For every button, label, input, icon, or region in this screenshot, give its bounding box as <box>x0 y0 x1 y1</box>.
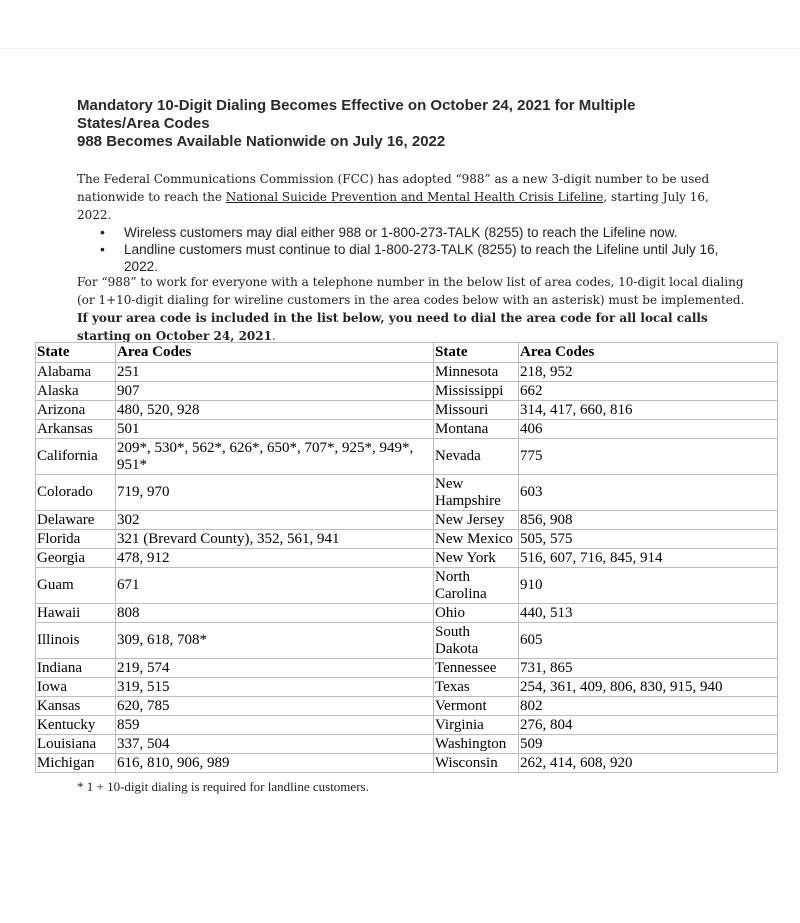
area-codes-cell: 262, 414, 608, 920 <box>519 754 778 773</box>
area-codes-cell: 775 <box>519 439 778 475</box>
area-codes-cell: 480, 520, 928 <box>116 401 434 420</box>
state-cell: Kansas <box>36 697 116 716</box>
state-cell: Alaska <box>36 382 116 401</box>
state-cell: South Dakota <box>434 623 519 659</box>
table-row <box>36 735 778 754</box>
area-codes-cell: 337, 504 <box>116 735 434 754</box>
heading-title: Mandatory 10-Digit Dialing Becomes Effective on October 24, 2021 for Multiple States/Area Codes <box>77 97 636 132</box>
area-codes-cell: 859 <box>116 716 434 735</box>
area-codes-cell: 319, 515 <box>116 678 434 697</box>
header-codes-left: Area Codes <box>116 343 434 363</box>
area-codes-cell: 731, 865 <box>519 659 778 678</box>
state-cell: California <box>36 439 116 475</box>
table-body <box>36 363 778 773</box>
area-codes-cell: 907 <box>116 382 434 401</box>
table-row <box>36 604 778 623</box>
state-cell: Arizona <box>36 401 116 420</box>
state-cell: New Hampshire <box>434 475 519 511</box>
state-cell: Indiana <box>36 659 116 678</box>
page-top-divider <box>0 48 800 49</box>
table-row <box>36 623 778 659</box>
state-cell: Delaware <box>36 511 116 530</box>
table-row <box>36 697 778 716</box>
area-codes-cell: 620, 785 <box>116 697 434 716</box>
area-codes-table <box>35 342 778 773</box>
header-state-right: State <box>434 343 519 363</box>
intro-paragraph <box>77 170 737 224</box>
area-codes-cell: 671 <box>116 568 434 604</box>
area-codes-cell: 910 <box>519 568 778 604</box>
area-codes-cell: 218, 952 <box>519 363 778 382</box>
area-codes-cell: 662 <box>519 382 778 401</box>
table-row <box>36 475 778 511</box>
table-row <box>36 511 778 530</box>
table-row <box>36 659 778 678</box>
area-codes-cell: 254, 361, 409, 806, 830, 915, 940 <box>519 678 778 697</box>
area-codes-cell: 314, 417, 660, 816 <box>519 401 778 420</box>
state-cell: Arkansas <box>36 420 116 439</box>
area-codes-cell: 616, 810, 906, 989 <box>116 754 434 773</box>
state-cell: Texas <box>434 678 519 697</box>
table-row <box>36 420 778 439</box>
table-row <box>36 568 778 604</box>
state-cell: Ohio <box>434 604 519 623</box>
heading-subtitle: 988 Becomes Available Nationwide on July 16, 2022 <box>77 133 446 150</box>
area-codes-cell: 603 <box>519 475 778 511</box>
area-codes-cell: 856, 908 <box>519 511 778 530</box>
area-codes-cell: 516, 607, 716, 845, 914 <box>519 549 778 568</box>
area-codes-cell: 276, 804 <box>519 716 778 735</box>
state-cell: Hawaii <box>36 604 116 623</box>
table-row <box>36 549 778 568</box>
state-cell: North Carolina <box>434 568 519 604</box>
intro-text-after: , starting July 16, 2022. <box>77 190 709 222</box>
state-cell: Mississippi <box>434 382 519 401</box>
table-row <box>36 530 778 549</box>
state-cell: Vermont <box>434 697 519 716</box>
area-codes-cell: 505, 575 <box>519 530 778 549</box>
state-cell: Virginia <box>434 716 519 735</box>
state-cell: Guam <box>36 568 116 604</box>
table-row <box>36 401 778 420</box>
state-cell: Minnesota <box>434 363 519 382</box>
state-cell: Florida <box>36 530 116 549</box>
state-cell: Colorado <box>36 475 116 511</box>
state-cell: Georgia <box>36 549 116 568</box>
area-codes-cell: 309, 618, 708* <box>116 623 434 659</box>
area-codes-cell: 478, 912 <box>116 549 434 568</box>
paragraph-end: . <box>271 329 276 343</box>
table-row <box>36 716 778 735</box>
paragraph-normal-text: For “988” to work for everyone with a telephone number in the below list of area codes, 10-digit local dialing (or 1+10-digit dialing for wireline customers in the area codes below with an asterisk) must be implemented. <box>77 275 745 307</box>
state-cell: Michigan <box>36 754 116 773</box>
document-heading <box>77 97 717 151</box>
bullet-item-wireless: • Wireless customers may dial either 988 or 1-800-273-TALK (8255) to reach the Lifeline now. <box>100 224 740 241</box>
header-state-left: State <box>36 343 116 363</box>
state-cell: Wisconsin <box>434 754 519 773</box>
state-cell: New Mexico <box>434 530 519 549</box>
state-cell: Washington <box>434 735 519 754</box>
state-cell: Alabama <box>36 363 116 382</box>
state-cell: Missouri <box>434 401 519 420</box>
state-cell: Nevada <box>434 439 519 475</box>
table-row <box>36 678 778 697</box>
state-cell: Louisiana <box>36 735 116 754</box>
paragraph-bold-text: If your area code is included in the list below, you need to dial the area code for all local calls starting on October 24, 2021 <box>77 311 708 343</box>
state-cell: Iowa <box>36 678 116 697</box>
area-codes-cell: 251 <box>116 363 434 382</box>
area-codes-cell: 719, 970 <box>116 475 434 511</box>
state-cell: Kentucky <box>36 716 116 735</box>
table-row <box>36 754 778 773</box>
area-codes-cell: 321 (Brevard County), 352, 561, 941 <box>116 530 434 549</box>
state-cell: Illinois <box>36 623 116 659</box>
area-codes-cell: 440, 513 <box>519 604 778 623</box>
bullet-list <box>100 224 740 275</box>
intro-text-before: The Federal Communications Commission (FCC) has adopted “988” as a new 3-digit number to be used nationwide to reach the <box>77 172 710 204</box>
dialing-requirement-paragraph <box>77 273 747 345</box>
footnote: * 1 + 10-digit dialing is required for landline customers. <box>77 779 369 794</box>
area-codes-cell: 219, 574 <box>116 659 434 678</box>
area-codes-cell: 605 <box>519 623 778 659</box>
state-cell: Tennessee <box>434 659 519 678</box>
area-codes-cell: 406 <box>519 420 778 439</box>
bullet-item-landline: • Landline customers must continue to dial 1-800-273-TALK (8255) to reach the Lifeline until July 16, 2022. <box>100 241 740 275</box>
state-cell: New York <box>434 549 519 568</box>
area-codes-cell: 302 <box>116 511 434 530</box>
table-row <box>36 363 778 382</box>
state-cell: New Jersey <box>434 511 519 530</box>
area-codes-cell: 501 <box>116 420 434 439</box>
state-cell: Montana <box>434 420 519 439</box>
area-codes-cell: 808 <box>116 604 434 623</box>
area-codes-cell: 209*, 530*, 562*, 626*, 650*, 707*, 925*, 949*, 951* <box>116 439 434 475</box>
table-row <box>36 439 778 475</box>
table-header-row <box>36 343 778 363</box>
table-row <box>36 382 778 401</box>
lifeline-link[interactable]: National Suicide Prevention and Mental Health Crisis Lifeline <box>225 190 604 204</box>
area-codes-cell: 802 <box>519 697 778 716</box>
header-codes-right: Area Codes <box>519 343 778 363</box>
area-codes-cell: 509 <box>519 735 778 754</box>
